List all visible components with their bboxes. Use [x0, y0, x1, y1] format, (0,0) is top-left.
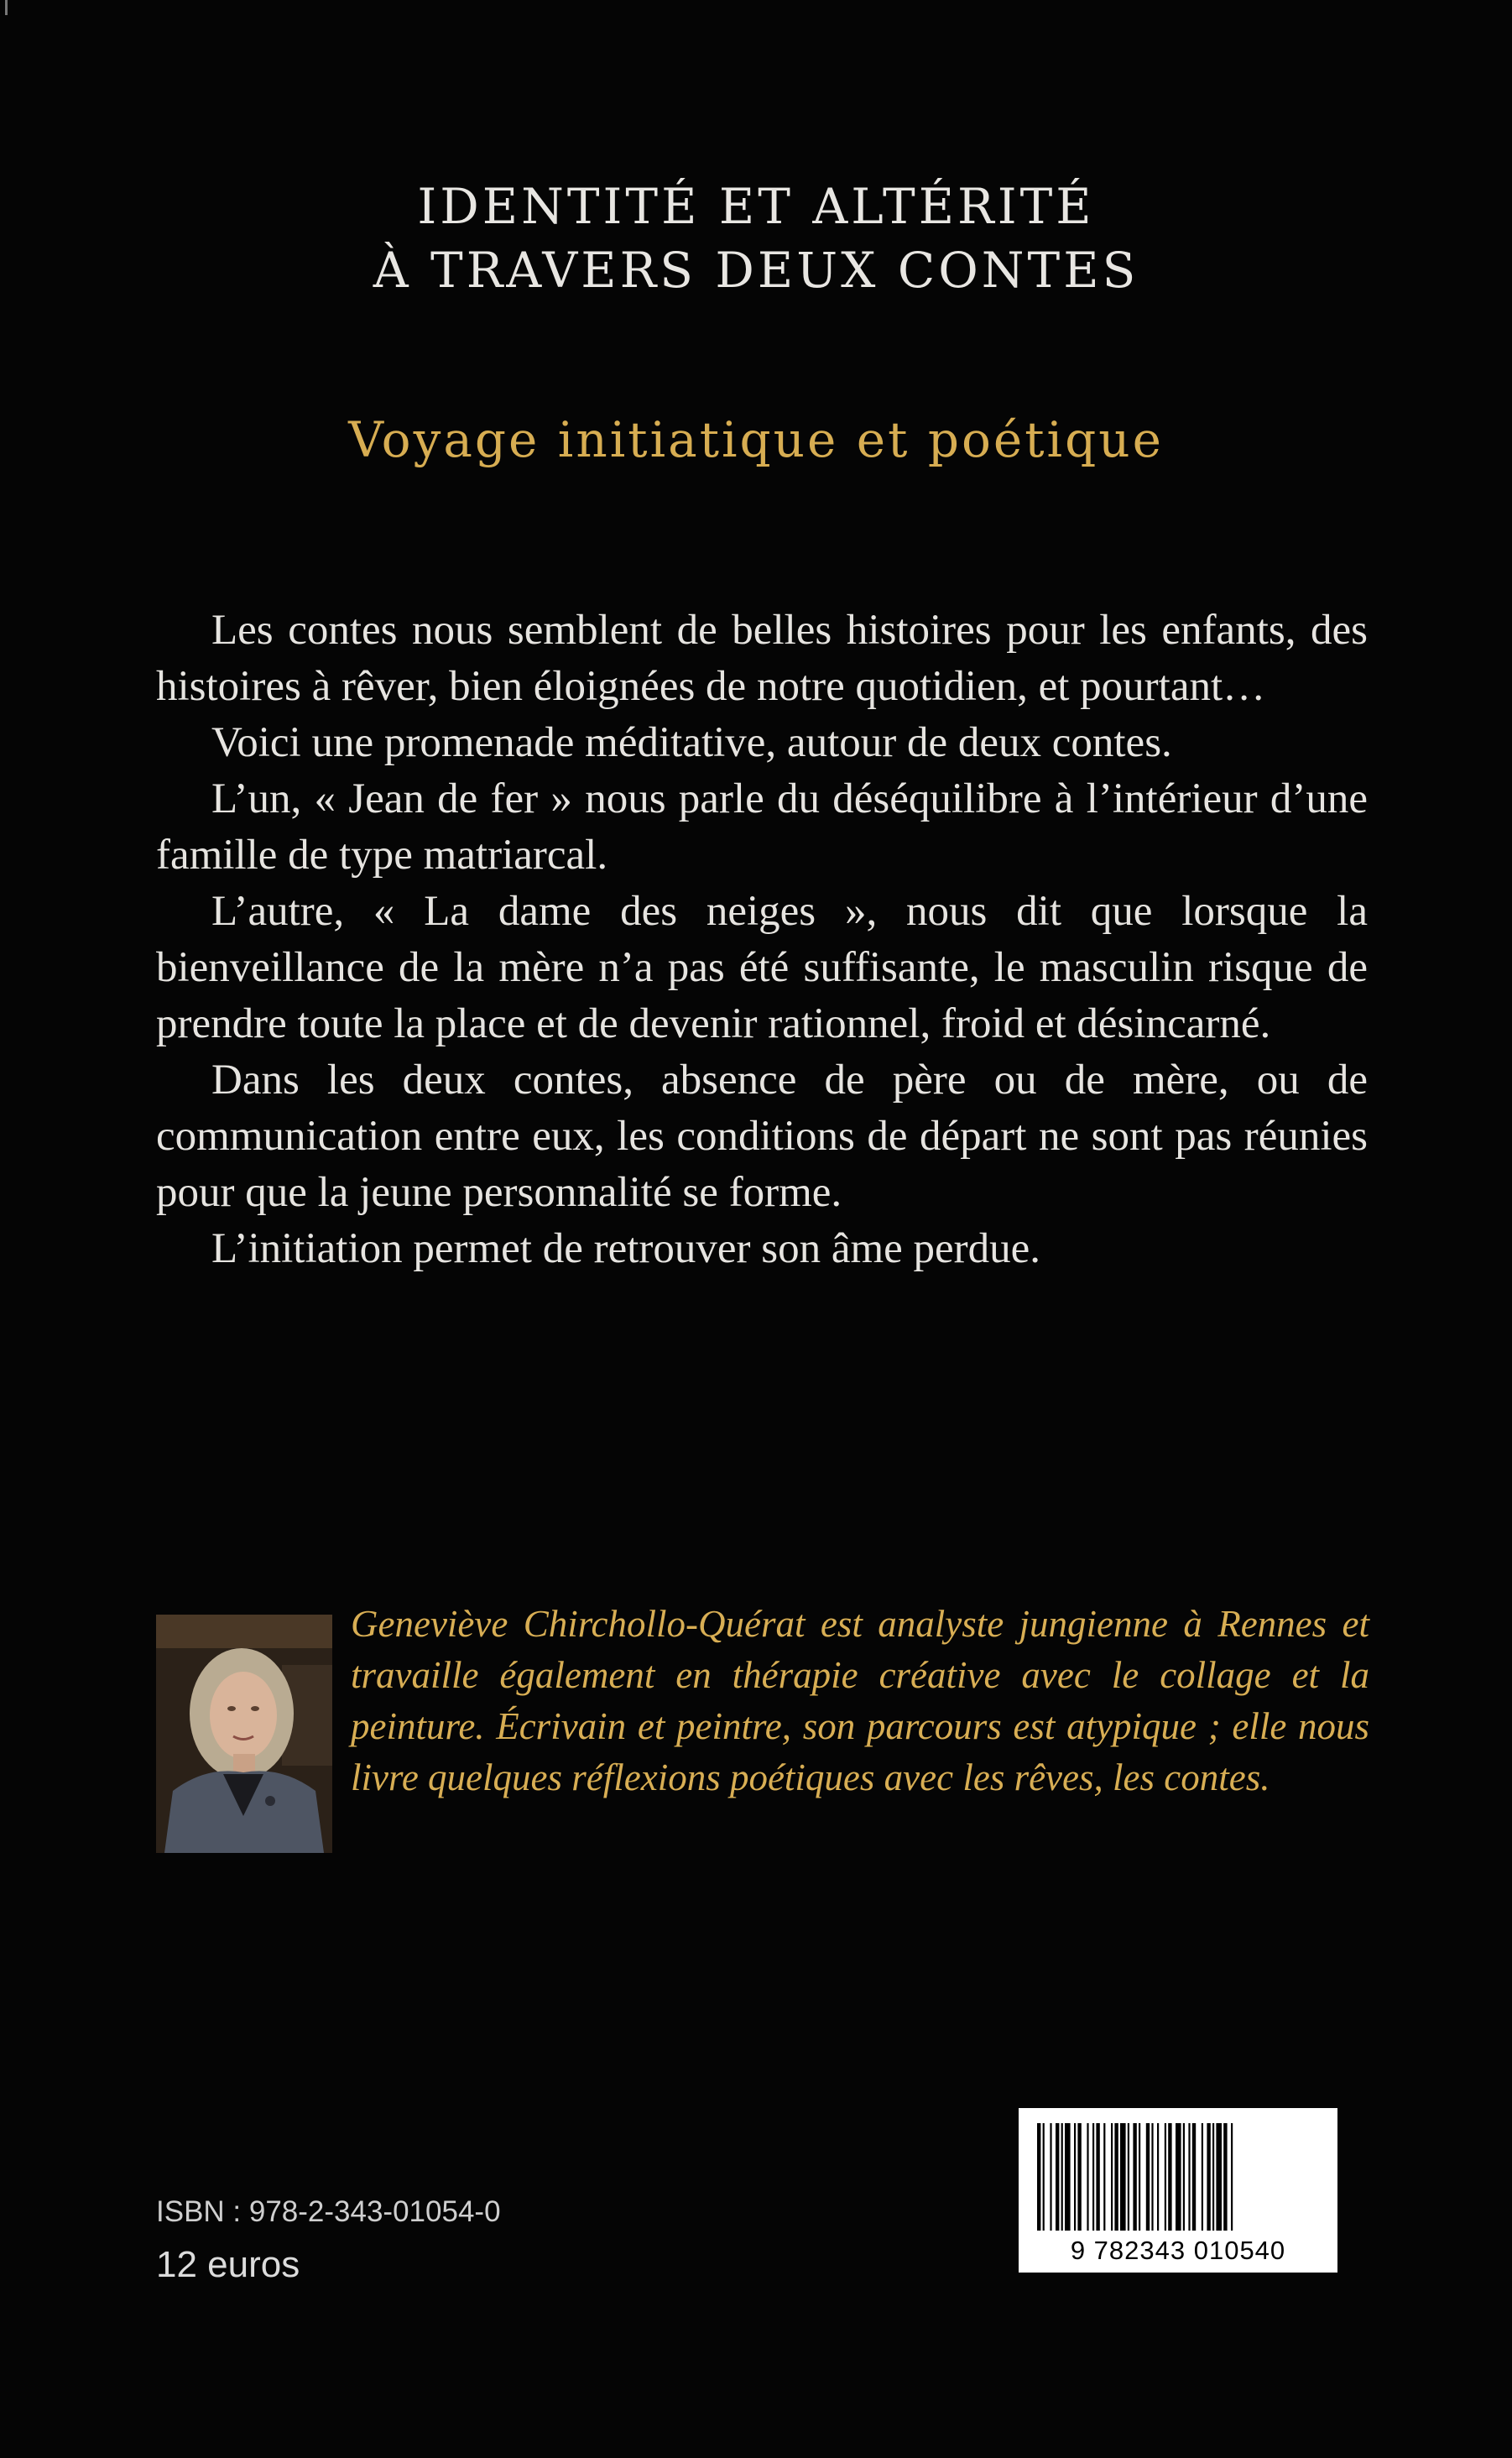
barcode: [1019, 2108, 1337, 2273]
barcode-bar: [1077, 2123, 1081, 2231]
barcode-bar: [1168, 2123, 1171, 2231]
blurb-text: [156, 603, 1368, 1277]
barcode-bar: [1139, 2123, 1140, 2231]
price-label: 12 euros: [156, 2244, 300, 2285]
author-portrait-photo: [156, 1615, 332, 1853]
blurb-paragraph: L’initiation permet de retrouver son âme perdue.: [211, 1225, 1041, 1272]
barcode-bar: [1151, 2123, 1153, 2231]
author-bio: Geneviève Chirchollo-Quérat est analyste jungienne à Rennes et travaille également en thérapie créative avec le collage et la peinture. Écrivain et peintre, son parcours est atypique ; elle nous livre quelques réflexions poétiques avec les rêves, les contes.: [351, 1603, 1369, 1798]
barcode-bar: [1096, 2123, 1099, 2231]
barcode-bar: [1212, 2123, 1214, 2231]
blurb-paragraph: L’autre, « La dame des neiges », nous dit que lorsque la bienveillance de la mère n’a pas été suffisante, le masculin risque de prendre toute la place et de devenir rationnel, froid et désincarné.: [156, 888, 1368, 1047]
barcode-bar: [1120, 2123, 1126, 2231]
barcode-bar: [1043, 2123, 1045, 2231]
blurb-paragraph: Dans les deux contes, absence de père ou de mère, ou de communication entre eux, les conditions de départ ne sont pas réunies pour que la jeune personnalité se forme.: [156, 1057, 1368, 1216]
blurb-paragraph: Les contes nous semblent de belles histoires pour les enfants, des histoires à rêver, bien éloignées de notre quotidien, et pourtant…: [156, 607, 1368, 710]
barcode-bar: [1111, 2123, 1113, 2231]
barcode-bar: [1207, 2123, 1210, 2231]
barcode-bar: [1146, 2123, 1150, 2231]
barcode-bar: [1133, 2123, 1136, 2231]
barcode-bar: [1114, 2123, 1118, 2231]
barcode-bar: [1037, 2123, 1040, 2231]
barcode-bar: [1128, 2123, 1129, 2231]
barcode-bar: [1074, 2123, 1076, 2231]
barcode-bar: [1092, 2123, 1094, 2231]
author-portrait-icon: [156, 1615, 332, 1853]
book-title-line-2: À TRAVERS DEUX CONTES: [373, 242, 1139, 299]
barcode-bar: [1056, 2123, 1059, 2231]
barcode-bar: [1183, 2123, 1185, 2231]
isbn-label: ISBN : 978-2-343-01054-0: [156, 2195, 501, 2228]
barcode-bar: [1050, 2123, 1051, 2231]
blurb-paragraph: L’un, « Jean de fer » nous parle du déséquilibre à l’intérieur d’une famille de type matriarcal.: [156, 775, 1368, 879]
barcode-bar: [1202, 2123, 1203, 2231]
barcode-bar: [1087, 2123, 1088, 2231]
book-subtitle: Voyage initiatique et poétique: [348, 411, 1164, 468]
barcode-bar: [1103, 2123, 1105, 2231]
barcode-bar: [1176, 2123, 1181, 2231]
blurb-paragraph: Voici une promenade méditative, autour de deux contes.: [211, 719, 1172, 766]
barcode-bar: [1188, 2123, 1190, 2231]
barcode-bar: [1065, 2123, 1071, 2231]
barcode-bar: [1165, 2123, 1166, 2231]
barcode-bar: [1061, 2123, 1063, 2231]
book-title: [0, 175, 1512, 302]
barcode-bar: [1216, 2123, 1222, 2231]
book-title-line-1: IDENTITÉ ET ALTÉRITÉ: [417, 178, 1095, 235]
barcode-bar: [1157, 2123, 1159, 2231]
barcode-bar: [1192, 2123, 1196, 2231]
barcode-icon: [1019, 2108, 1337, 2242]
barcode-number: 9 782343 010540: [1070, 2236, 1286, 2265]
barcode-bar: [1223, 2123, 1227, 2231]
crop-mark: [5, 0, 8, 15]
barcode-bar: [1231, 2123, 1233, 2231]
